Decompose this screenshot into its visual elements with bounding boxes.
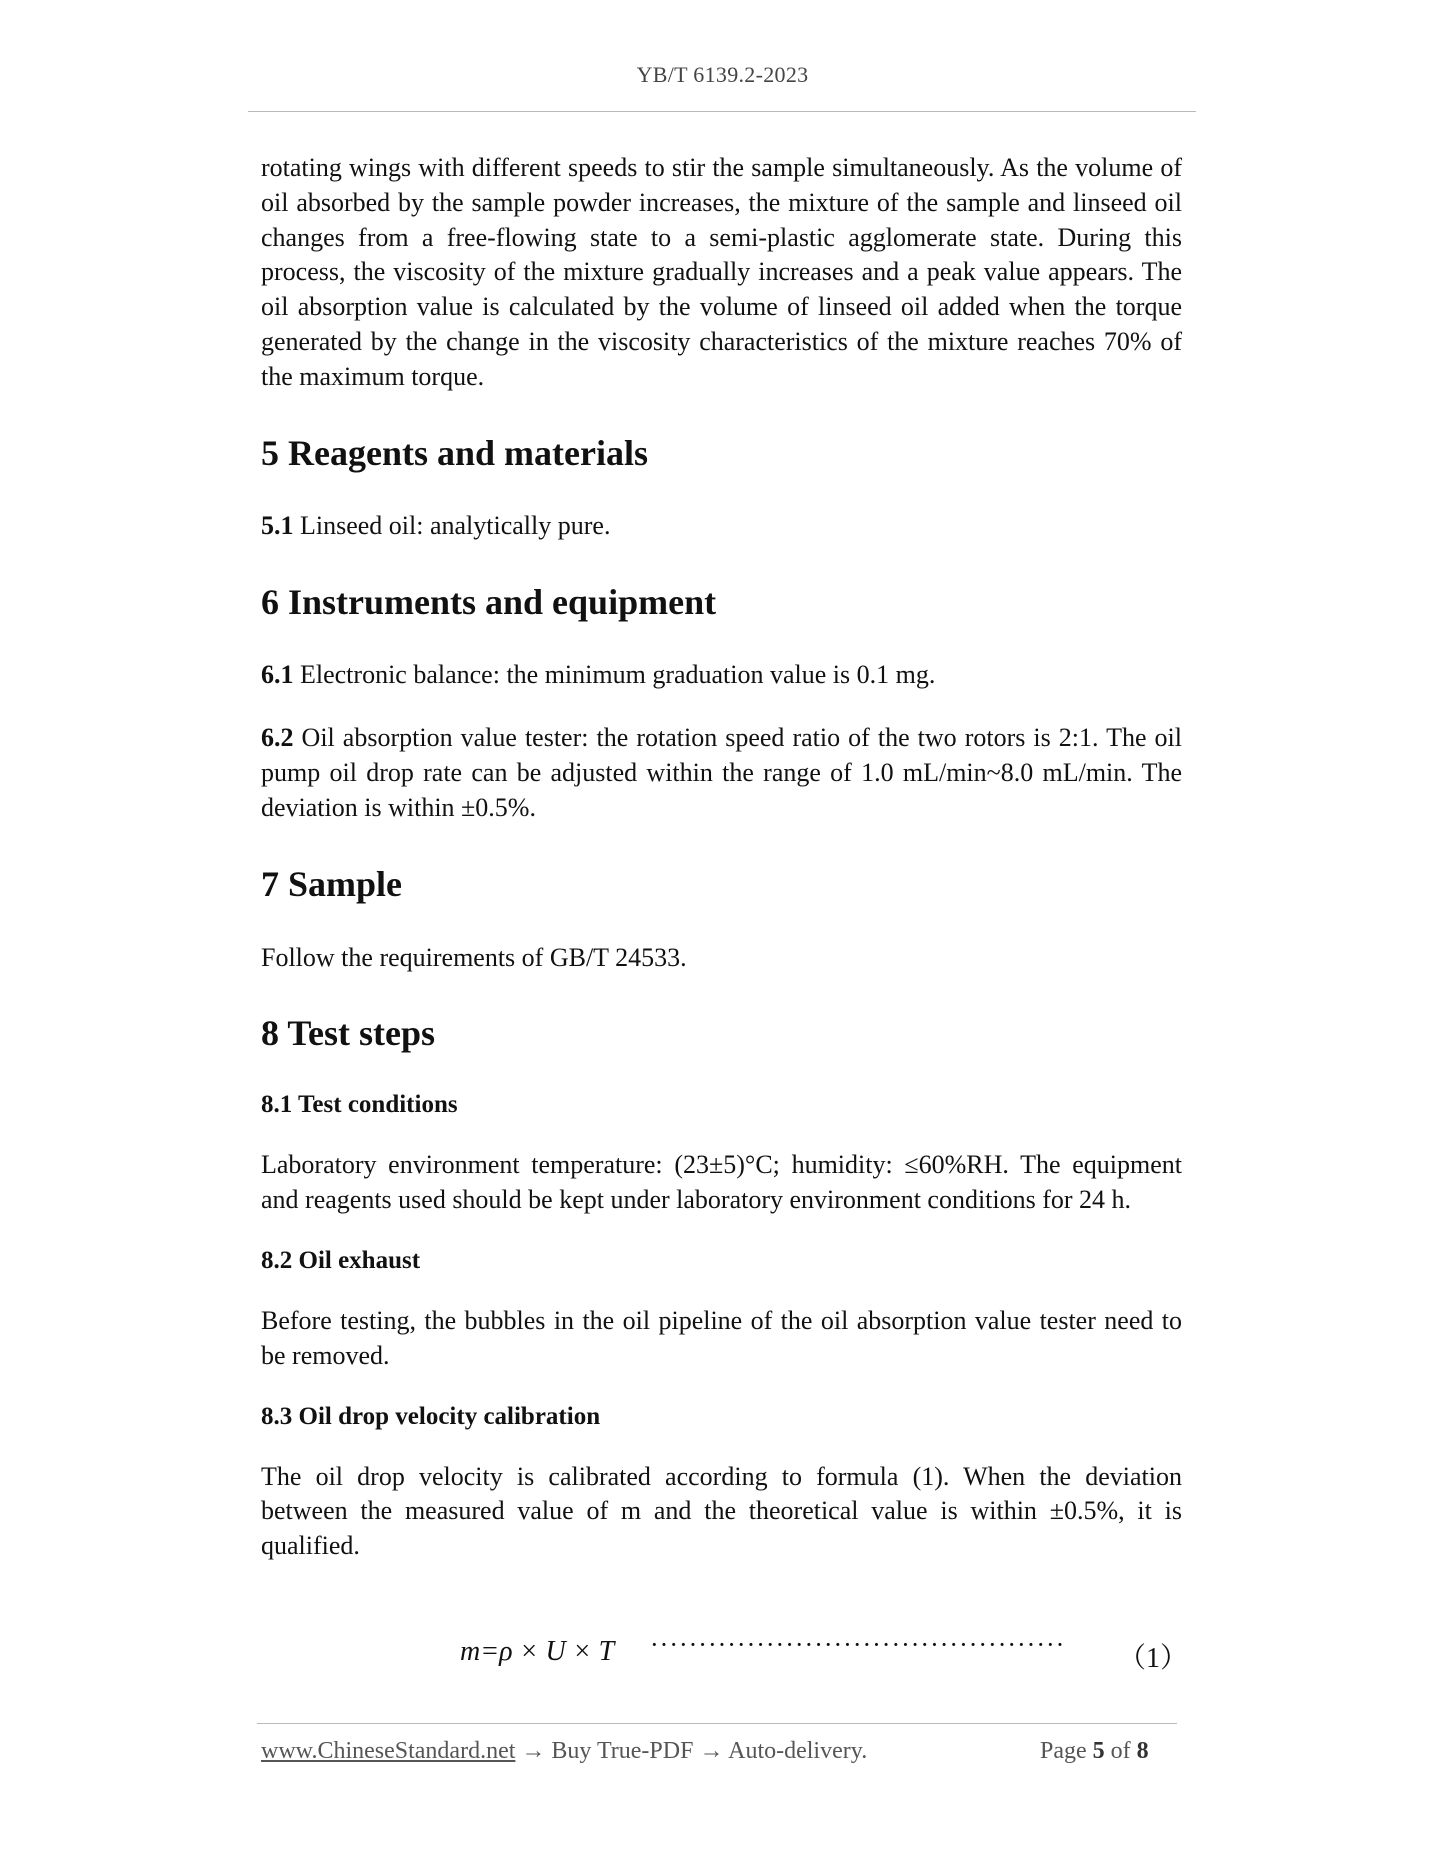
subsection-8-2-heading: 8.2 Oil exhaust [261,1246,421,1274]
section-8-heading: 8 Test steps [261,1013,436,1054]
footer-promo [261,1738,867,1765]
formula-expression: m=ρ × U × T [460,1636,615,1667]
section-6-heading: 6 Instruments and equipment [261,582,717,623]
page-current: 5 [1092,1738,1105,1764]
subsection-8-1-text: Laboratory environment temperature: (23±5)°C; humidity: ≤60%RH. The equipment and reagents used should be kept under laboratory environment conditions for 24 h. [261,1150,1182,1215]
formula-number: （1） [1118,1643,1189,1674]
clause-text: Linseed oil: analytically pure. [293,510,611,540]
document-body [261,151,1182,1564]
clause-text: Oil absorption value tester: the rotation speed ratio of the two rotors is 2:1. The oil pump oil drop rate can be adjusted within the range of 1.0 mL/min~8.0 mL/min. The deviation is within ±0.5%. [261,723,1182,822]
subsection-8-3-text: The oil drop velocity is calibrated according to formula (1). When the deviation between the measured value of m and the theoretical value is within ±0.5%, it is qualified. [261,1461,1182,1561]
footer-divider [257,1723,1177,1724]
section-7-text: Follow the requirements of GB/T 24533. [261,942,687,972]
clause-6-1 [261,658,1182,693]
formula-leader-dots: ··········································· [650,1630,1066,1659]
section-5-heading: 5 Reagents and materials [261,432,648,473]
subsection-8-1-heading: 8.1 Test conditions [261,1091,458,1119]
page-indicator [1040,1738,1149,1765]
page-of: of [1110,1738,1131,1764]
section-7-heading: 7 Sample [261,863,403,904]
clause-text: Electronic balance: the minimum graduation value is 0.1 mg. [293,660,936,690]
footer-promo-text: → Buy True-PDF → Auto-delivery. [515,1738,868,1764]
header-divider [248,111,1196,112]
page-word: Page [1040,1738,1087,1764]
clause-5-1 [261,509,1182,544]
website-link[interactable]: www.ChineseStandard.net [261,1738,516,1764]
page-header: YB/T 6139.2-2023 [636,62,809,87]
clause-number: 6.1 [261,660,294,690]
clause-number: 6.2 [261,723,294,753]
clause-number: 5.1 [261,510,294,540]
page-total: 8 [1136,1738,1149,1764]
clause-6-2 [261,721,1182,825]
subsection-8-3-heading: 8.3 Oil drop velocity calibration [261,1402,601,1430]
formula-1 [460,1630,1189,1676]
intro-paragraph: rotating wings with different speeds to stir the sample simultaneously. As the volume of oil absorbed by the sample powder increases, the mixture of the sample and linseed oil changes from a free-flowing state to a semi-plastic agglomerate state. During this process, the viscosity of the mixture gradually increases and a peak value appears. The oil absorption value is calculated by the volume of linseed oil added when the torque generated by the change in the viscosity characteristics of the mixture reaches 70% of the maximum torque. [261,153,1182,391]
subsection-8-2-text: Before testing, the bubbles in the oil pipeline of the oil absorption value tester need to be removed. [261,1305,1182,1370]
